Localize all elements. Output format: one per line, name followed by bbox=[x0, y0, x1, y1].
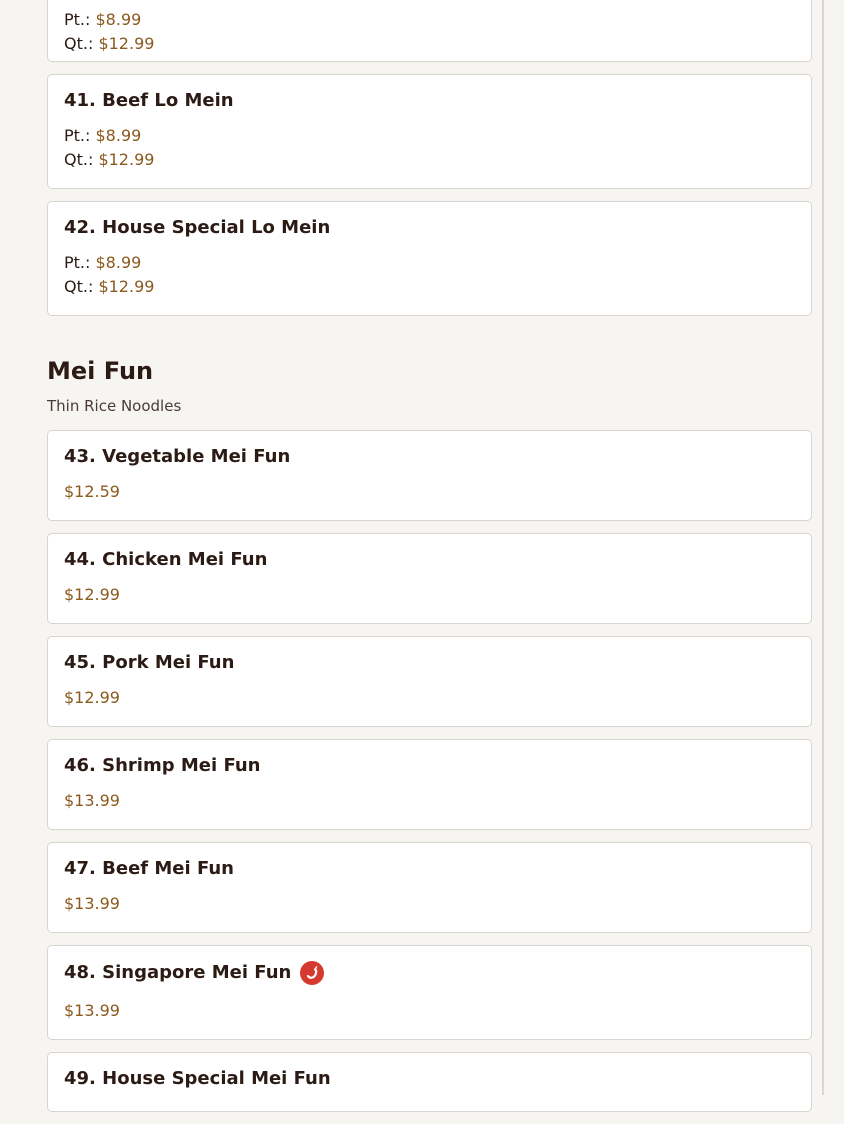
menu-item-card[interactable] bbox=[47, 533, 812, 624]
price-pint: Pt.: $8.99 bbox=[64, 10, 142, 29]
menu-item-title bbox=[64, 946, 795, 985]
menu-item-title: 42. House Special Lo Mein bbox=[64, 217, 331, 238]
menu-item-card[interactable] bbox=[47, 842, 812, 933]
price-quart: Qt.: $12.99 bbox=[64, 34, 155, 53]
menu-item-card[interactable] bbox=[47, 74, 812, 189]
menu-item-price: $12.59 bbox=[64, 482, 120, 501]
menu-item-title: 49. House Special Mei Fun bbox=[64, 1068, 331, 1089]
section-description: Thin Rice Noodles bbox=[47, 397, 182, 415]
menu-item-card[interactable] bbox=[47, 636, 812, 727]
menu-item-card[interactable] bbox=[47, 430, 812, 521]
menu-item-price: $12.99 bbox=[64, 585, 120, 604]
menu-item-card[interactable] bbox=[47, 1052, 812, 1112]
menu-content bbox=[47, 0, 812, 1124]
menu-item-title: 45. Pork Mei Fun bbox=[64, 652, 235, 673]
menu-item-name: 48. Singapore Mei Fun bbox=[64, 962, 292, 983]
menu-item-title: 47. Beef Mei Fun bbox=[64, 858, 234, 879]
menu-item-price: $13.99 bbox=[64, 791, 120, 810]
menu-item-price: $13.99 bbox=[64, 1001, 120, 1020]
price-pint: Pt.: $8.99 bbox=[64, 253, 142, 272]
section-title: Mei Fun bbox=[47, 357, 154, 385]
scroll-divider bbox=[822, 0, 824, 1095]
menu-item-title: 46. Shrimp Mei Fun bbox=[64, 755, 261, 776]
menu-item-title: 43. Vegetable Mei Fun bbox=[64, 446, 291, 467]
menu-item-title: 44. Chicken Mei Fun bbox=[64, 549, 268, 570]
price-pint: Pt.: $8.99 bbox=[64, 126, 142, 145]
menu-item-card[interactable] bbox=[47, 0, 812, 62]
price-quart: Qt.: $12.99 bbox=[64, 150, 155, 169]
menu-item-card[interactable] bbox=[47, 739, 812, 830]
spicy-pepper-icon bbox=[300, 961, 324, 985]
menu-item-price: $13.99 bbox=[64, 894, 120, 913]
section-header bbox=[47, 328, 812, 430]
menu-item-card[interactable] bbox=[47, 201, 812, 316]
menu-item-card[interactable] bbox=[47, 945, 812, 1040]
menu-item-price: $12.99 bbox=[64, 688, 120, 707]
menu-item-title: 41. Beef Lo Mein bbox=[64, 90, 234, 111]
price-quart: Qt.: $12.99 bbox=[64, 277, 155, 296]
